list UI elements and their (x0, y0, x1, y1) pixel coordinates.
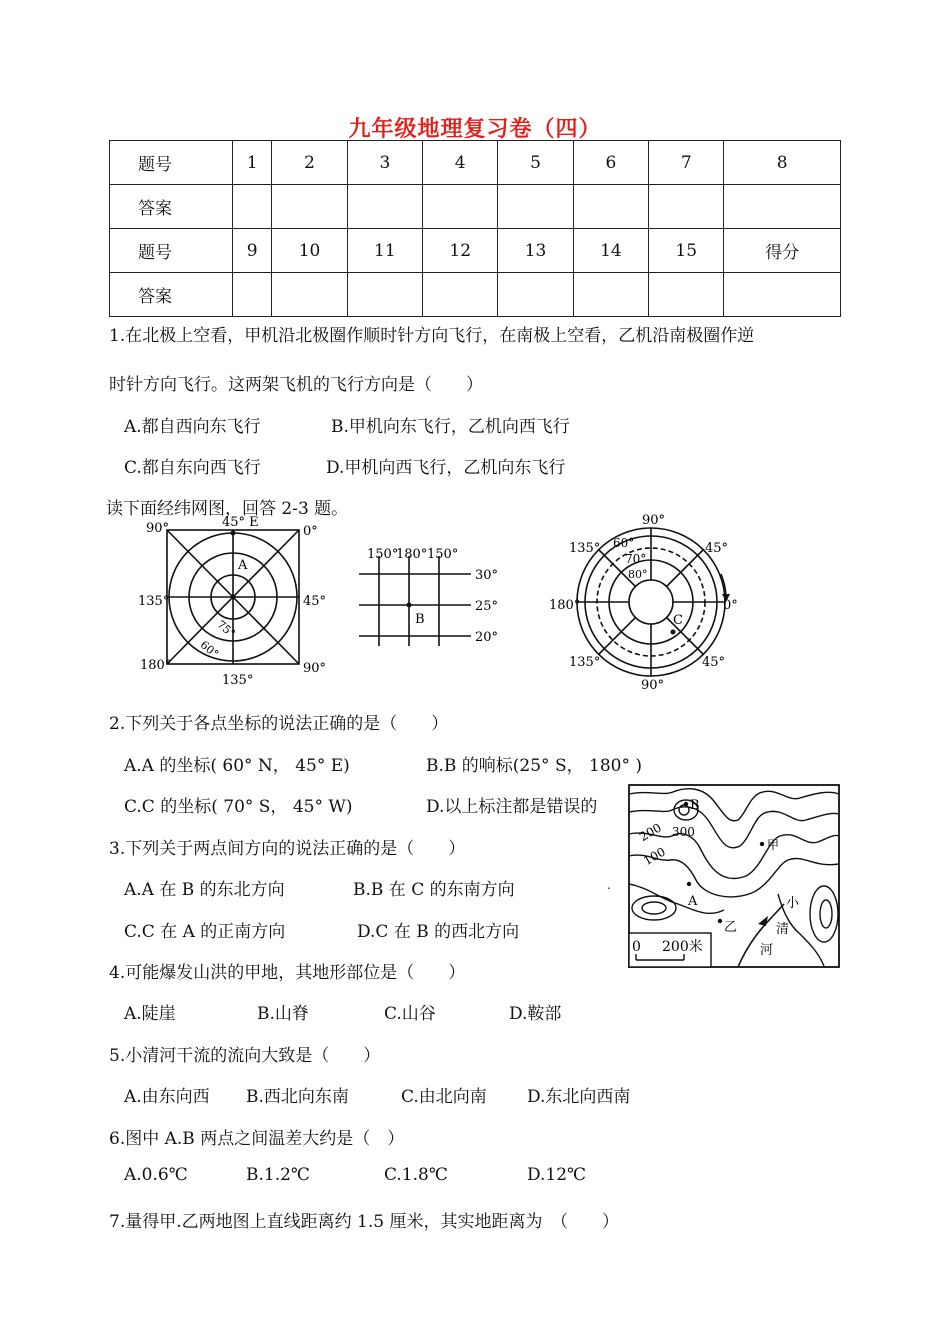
table-cell: 5 (498, 141, 573, 185)
figure-polar-square (130, 512, 345, 690)
answer-cell[interactable] (498, 185, 573, 229)
scale-label: 200米 (662, 939, 703, 955)
table-cell: 2 (272, 141, 347, 185)
table-cell: 10 (272, 229, 347, 273)
label-150-right: 150° (427, 547, 459, 562)
answer-cell[interactable] (649, 273, 724, 317)
label-25: 25° (475, 599, 499, 614)
answer-cell[interactable] (233, 185, 272, 229)
q5-option-a: A.由东向西 (124, 1087, 210, 1107)
q6-option-c: C.1.8℃ (384, 1165, 448, 1185)
label-60: 60° (613, 536, 635, 550)
row-label: 答案 (110, 273, 233, 317)
q5-option-b: B.西北向东南 (246, 1087, 349, 1107)
label-0: 0° (723, 598, 738, 613)
answer-cell[interactable] (649, 185, 724, 229)
table-cell: 9 (233, 229, 272, 273)
map-point-jia: 甲 (767, 838, 780, 852)
q2-option-c: C.C 的坐标( 70° S， 45° W) (124, 797, 353, 817)
answer-cell[interactable] (573, 185, 648, 229)
q1-option-c: C.都自东向西飞行 (124, 458, 261, 478)
q3-option-b: B.B 在 C 的东南方向 (353, 880, 515, 900)
point-a-label: A (238, 558, 248, 573)
scale-zero: 0 (632, 939, 641, 955)
table-cell: 1 (233, 141, 272, 185)
q4-option-b: B.山脊 (257, 1004, 309, 1024)
score-cell[interactable] (724, 273, 841, 317)
answer-cell[interactable] (233, 273, 272, 317)
score-label: 得分 (724, 229, 841, 273)
q5-stem: 5.小清河干流的流向大致是（ ） (109, 1046, 381, 1066)
table-row (110, 141, 841, 185)
intro-2-3: 读下面经纬网图，回答 2-3 题。 (106, 499, 349, 519)
answer-cell[interactable] (423, 273, 498, 317)
map-point-b: B (690, 798, 700, 813)
q1-stem-line1: 1.在北极上空看，甲机沿北极圈作顺时针方向飞行，在南极上空看，乙机沿南极圈作逆 (109, 326, 755, 346)
table-row (110, 185, 841, 229)
figure-polar-circle (545, 514, 760, 692)
table-cell: 15 (649, 229, 724, 273)
contour-300: 300 (672, 825, 695, 839)
q6-option-b: B.1.2℃ (246, 1165, 310, 1185)
label-30: 30° (475, 568, 499, 583)
q4-stem: 4.可能爆发山洪的甲地，其地形部位是（ ） (109, 963, 466, 983)
q1-option-b: B.甲机向东飞行，乙机向西飞行 (331, 417, 570, 437)
label-90: 90° (146, 521, 170, 536)
table-cell: 3 (347, 141, 422, 185)
q6-option-d: D.12℃ (527, 1165, 587, 1185)
answer-cell[interactable] (724, 185, 841, 229)
label-135-top-left: 135° (569, 541, 601, 556)
table-cell: 7 (649, 141, 724, 185)
label-70: 70° (625, 552, 647, 566)
answer-cell[interactable] (272, 185, 347, 229)
point-c-label: C (673, 613, 683, 628)
table-cell: 14 (573, 229, 648, 273)
q6-option-a: A.0.6℃ (124, 1165, 188, 1185)
label-135-bottom: 135° (222, 673, 254, 688)
q5-option-c: C.由北向南 (401, 1087, 487, 1107)
answer-table (109, 140, 841, 317)
table-row (110, 273, 841, 317)
table-cell: 13 (498, 229, 573, 273)
answer-cell[interactable] (573, 273, 648, 317)
label-80: 80° (628, 568, 648, 581)
table-cell: 6 (573, 141, 648, 185)
q1-stem-line2: 时针方向飞行。这两架飞机的飞行方向是（ ） (109, 375, 483, 395)
label-45e: 45° E (222, 515, 259, 530)
figure-contour-map (628, 784, 842, 970)
table-row (110, 229, 841, 273)
table-cell: 11 (347, 229, 422, 273)
q3-option-a: A.A 在 B 的东北方向 (124, 880, 285, 900)
label-20: 20° (475, 630, 499, 645)
stray-mark: . (607, 878, 611, 892)
q6-stem: 6.图中 A.B 两点之间温差大约是（ ） (109, 1129, 405, 1149)
q3-stem: 3.下列关于两点间方向的说法正确的是（ ） (109, 839, 466, 859)
label-135-left: 135° (138, 594, 170, 609)
contour-200: 200 (637, 820, 664, 845)
q1-option-d: D.甲机向西飞行，乙机向东飞行 (326, 458, 566, 478)
map-point-yi: 乙 (724, 920, 738, 935)
label-150-left: 150° (367, 547, 399, 562)
label-45-top-right: 45° (705, 541, 729, 556)
q3-option-c: C.C 在 A 的正南方向 (124, 922, 286, 942)
label-90-bottom: 90° (641, 678, 665, 692)
label-180: 180° (140, 658, 172, 673)
label-75: 75° (214, 617, 238, 641)
answer-cell[interactable] (347, 273, 422, 317)
q4-option-a: A.陡崖 (124, 1004, 176, 1024)
answer-cell[interactable] (423, 185, 498, 229)
q4-option-d: D.鞍部 (509, 1004, 562, 1024)
answer-cell[interactable] (347, 185, 422, 229)
page-title: 九年级地理复习卷（四） (348, 116, 602, 142)
label-0: 0° (303, 524, 318, 539)
river-char-2: 清 (776, 922, 790, 937)
label-45-right: 45° (303, 594, 327, 609)
row-label: 答案 (110, 185, 233, 229)
label-90-top: 90° (642, 514, 666, 528)
q2-option-b: B.B 的响标(25° S， 180° ) (426, 756, 642, 776)
q1-option-a: A.都自西向东飞行 (124, 417, 261, 437)
q3-option-d: D.C 在 B 的西北方向 (357, 922, 520, 942)
q5-option-d: D.东北向西南 (527, 1087, 631, 1107)
label-135-bottom-left: 135° (569, 655, 601, 670)
q2-option-d: D.以上标注都是错误的 (426, 797, 598, 817)
river-char-3: 河 (760, 943, 774, 958)
table-cell: 4 (423, 141, 498, 185)
label-90-bottom: 90° (303, 661, 327, 676)
table-cell: 12 (423, 229, 498, 273)
contour-100: 100 (641, 844, 668, 869)
q2-option-a: A.A 的坐标( 60° N， 45° E) (124, 756, 350, 776)
answer-cell[interactable] (272, 273, 347, 317)
q7-stem: 7.量得甲.乙两地图上直线距离约 1.5 厘米，其实地距离为 （ ） (109, 1212, 619, 1232)
figure-grid (355, 540, 505, 650)
map-point-a: A (688, 894, 698, 909)
answer-cell[interactable] (498, 273, 573, 317)
q2-stem: 2.下列关于各点坐标的说法正确的是（ ） (109, 714, 449, 734)
river-char-1: 小 (786, 896, 800, 911)
row-label: 题号 (110, 141, 233, 185)
q4-option-c: C.山谷 (384, 1004, 436, 1024)
row-label: 题号 (110, 229, 233, 273)
label-180: 180° (549, 598, 581, 613)
label-45-bottom-right: 45° (702, 655, 726, 670)
label-180: 180° (396, 547, 428, 562)
table-cell: 8 (724, 141, 841, 185)
point-b-label: B (415, 612, 425, 627)
label-60: 60° (197, 638, 221, 661)
